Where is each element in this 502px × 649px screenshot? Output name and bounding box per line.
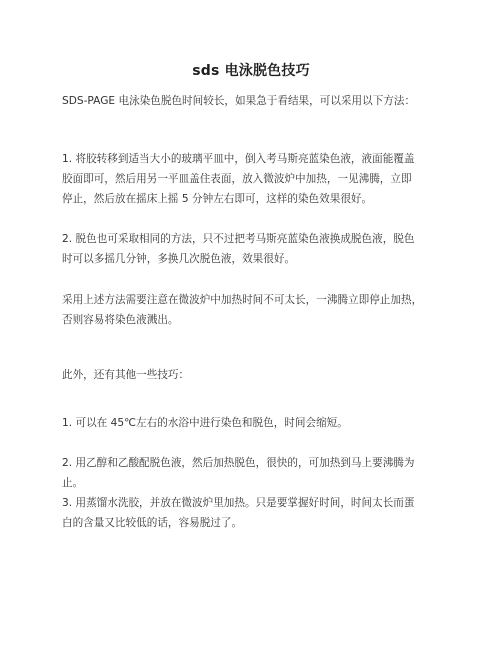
tip-1-paragraph [62, 413, 440, 433]
tip-3-line: 3. 用蒸馏水洗胶，并放在微波炉里加热。只是要掌握好时间，时间太长而蛋 [62, 497, 415, 509]
method-1-line: 停止，然后放在摇床上摇 5 分钟左右即可，这样的染色效果很好。 [62, 193, 373, 205]
method-1-line: 胶面即可，然后用另一平皿盖住表面，放入微波炉中加热，一见沸腾，立即 [62, 173, 412, 185]
tip-2-line: 2. 用乙醇和乙酸配脱色液，然后加热脱色，很快的，可加热到马上要沸腾为 [62, 457, 415, 469]
other-tips-text: 此外，还有其他一些技巧： [62, 369, 190, 381]
method-2-paragraph [62, 229, 440, 269]
caution-line: 采用上述方法需要注意在微波炉中加热时间不可太长，一沸腾立即停止加热， [62, 294, 423, 306]
caution-line: 否则容易将染色液溅出。 [62, 314, 179, 326]
method-1-line: 1. 将胶转移到适当大小的玻璃平皿中，倒入考马斯亮蓝染色液，液面能覆盖 [62, 153, 415, 165]
method-2-line: 时可以多摇几分钟，多换几次脱色液，效果很好。 [62, 253, 296, 265]
tip-3-paragraph [62, 493, 440, 533]
caution-paragraph [62, 290, 440, 330]
tip-2-line: 止。 [62, 477, 84, 489]
other-tips-heading [62, 365, 440, 385]
document-title: sds 电泳脱色技巧 [192, 63, 310, 79]
tip-2-paragraph [62, 453, 440, 493]
method-2-line: 2. 脱色也可采取相同的方法，只不过把考马斯亮蓝染色液换成脱色液，脱色 [62, 233, 415, 245]
method-1-paragraph [62, 149, 440, 209]
tip-3-line: 白的含量又比较低的话，容易脱过了。 [62, 517, 243, 529]
intro-text: SDS-PAGE 电泳染色脱色时间较长，如果急于看结果，可以采用以下方法： [62, 95, 416, 107]
intro-paragraph [62, 91, 440, 111]
tip-1-line: 1. 可以在 45℃左右的水浴中进行染色和脱色，时间会缩短。 [62, 417, 348, 429]
